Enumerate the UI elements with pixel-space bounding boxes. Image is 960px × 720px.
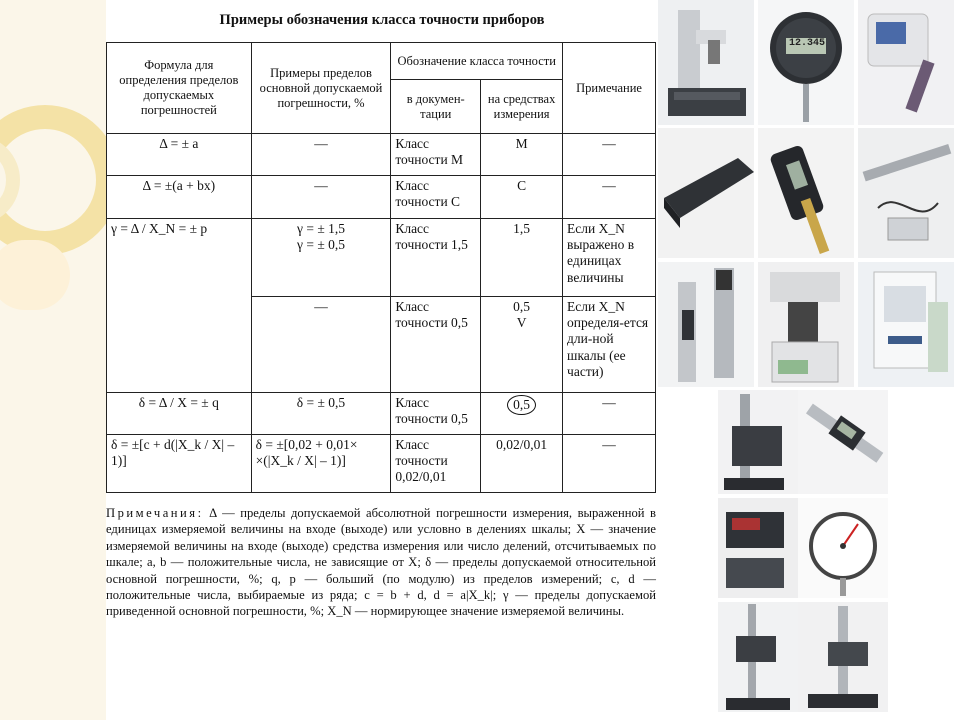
instrument-mark-cell: С [481,176,563,219]
doc-class-cell: Класс точности 0,5 [391,393,481,435]
dial-gauge-photo [798,498,888,598]
digital-caliper-photo [798,390,888,494]
circled-class-mark: 0,5 [507,395,536,415]
note-cell: — [563,435,656,493]
doc-class-cell: Класс точности С [391,176,481,219]
note-cell: Если X_N выражено в единицах величины [563,219,656,297]
limits-cell: — [251,176,391,219]
header-on-instruments: на средствах измерения [481,80,563,134]
surface-tester-photo [798,602,888,712]
header-designation: Обозначение класса точности [391,43,563,80]
table-header-row [107,43,656,80]
note-cell: — [563,393,656,435]
instrument-photo-collage [658,0,960,720]
note-cell: — [563,176,656,219]
linear-scale-photo [858,128,954,258]
table-row [107,134,656,176]
formula-cell: Δ = ± a [107,134,252,176]
doc-class-cell: Класс точности 1,5 [391,219,481,297]
limits-line: γ = ± 1,5 [296,221,345,236]
cmm-machine-photo [858,262,954,387]
limits-line: γ = ± 0,5 [296,237,345,253]
formula-cell: δ = ±[c + d(|X_k / X| – 1)] [107,435,252,493]
instrument-mark-cell [481,297,563,393]
header-limits: Примеры пределов основной допускаемой погрешности, % [251,43,391,134]
header-formula: Формула для определения пределов допускаемых погрешностей [107,43,252,134]
gauge-block-photo [658,128,754,258]
roughness-tester-photo [858,0,954,125]
page-title: Примеры обозначения класса точности приборов [219,12,545,28]
table-row [107,176,656,219]
header-note: Примечание [563,43,656,134]
table-row [107,219,656,297]
decorative-left-strip [0,0,106,720]
indicator-display: 12.345 [788,38,825,49]
formula-cell: δ = Δ / X = ± q [107,393,252,435]
micrometer-photo [758,128,854,258]
formula-cell: Δ = ±(a + bx) [107,176,252,219]
doc-class-cell: Класс точности 0,5 [391,297,481,393]
limits-cell: — [251,134,391,176]
instrument-mark-cell: М [481,134,563,176]
digital-indicator-box-photo [718,498,798,598]
instrument-mark-line: V [516,315,527,331]
limits-cell [251,219,391,297]
formula-cell: γ = Δ / X_N = ± p [107,219,252,393]
doc-class-cell: Класс точности 0,02/0,01 [391,435,481,493]
doc-class-cell: Класс точности М [391,134,481,176]
notes-paragraph [106,505,656,620]
limits-cell: — [251,297,391,393]
document-page [106,0,658,720]
bore-gauge-photo [658,262,754,387]
accuracy-class-table [106,42,656,493]
hardness-tester-photo [758,262,854,387]
limits-cell: δ = ± 0,5 [251,393,391,435]
instrument-mark-cell [481,393,563,435]
decorative-blob [0,240,70,310]
microscope-photo [658,0,754,125]
dial-indicator-photo [758,0,854,125]
height-gauge-digital-photo [718,602,798,712]
table-row [107,393,656,435]
note-cell: — [563,134,656,176]
note-cell: Если X_N определя-ется дли-ной шкалы (ее части) [563,297,656,393]
instrument-mark-cell: 1,5 [481,219,563,297]
header-in-docs: в докумен-тации [391,80,481,134]
table-row [107,435,656,493]
limits-cell: δ = ±[0,02 + 0,01× ×(|X_k / X| – 1)] [251,435,391,493]
instrument-mark-cell: 0,02/0,01 [481,435,563,493]
notes-label: Примечания: [106,506,204,520]
notes-text: Δ — пределы допускаемой абсолютной погрешности измерения, выраженной в единицах измеряемой величины на входе (выходе) или условно в делениях шкалы; X — значение измеряемой величины на входе (выходе) средства измерения или число делений, отсчитываемых по шкале; a, b — положительные числа, не зависящие от X; δ — пределы допускаемой относительной основной погрешности, %; q, p — больший (по модулю) из пределов измерений; c, d — положительные числа, выбираемые из ряда; c = b + d, d = a|X_k|; γ — пределы допускаемой приведенной основной погрешности, %; X_N — нормирующее значение измеряемой величины. [106,506,656,619]
instrument-mark-line: 0,5 [513,299,531,314]
